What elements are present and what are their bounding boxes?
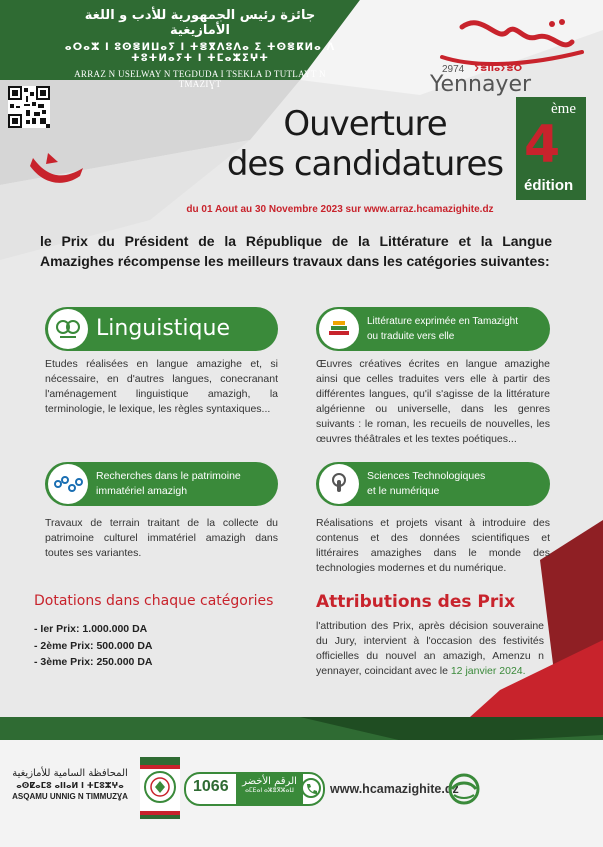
category-litterature-description: Œuvres créatives écrites en langue amazighe ainsi que celles traduites vers elle à partir des différentes langues, qu'il s'agisse de la littérature algérienne ou universelle, dans les genres suivants : le roman, les recueils de nouvelles, les œuvres théâtrales et les textes poétiques... bbox=[316, 358, 550, 445]
category-recherches-title-line2: immatériel amazigh bbox=[96, 485, 188, 497]
yennayer-graphic-icon bbox=[402, 12, 592, 72]
linguistics-icon bbox=[48, 309, 88, 349]
phone-icon bbox=[301, 778, 321, 798]
headline-line2: des candidatures bbox=[226, 144, 504, 184]
attributions-date: 12 janvier 2024. bbox=[450, 665, 526, 677]
header-titles bbox=[60, 8, 340, 89]
category-recherches-title-line1: Recherches dans le patrimoine bbox=[96, 470, 241, 482]
phone-label-block bbox=[236, 774, 303, 804]
attributions-text-block bbox=[316, 619, 544, 679]
page-headline bbox=[210, 104, 520, 184]
prize-third: - 3ème Prix: 250.000 DA bbox=[34, 656, 153, 668]
footer-org-arabic: المحافظة السامية للأمازيغية bbox=[12, 768, 128, 779]
edition-badge bbox=[516, 97, 586, 200]
dotations-title: Dotations dans chaque catégories bbox=[34, 593, 274, 609]
category-linguistique-title: Linguistique bbox=[96, 316, 230, 341]
prize-first: - Ier Prix: 1.000.000 DA bbox=[34, 623, 148, 635]
header-latin-title: ARRAZ N USELWAY N TEGDUDA I TSEKLA D TUTLAYT N TMAZIƔT bbox=[74, 69, 326, 89]
logo-year: 2974 bbox=[442, 64, 465, 75]
footer-org-block bbox=[10, 768, 130, 801]
phone-label-tifinagh: ⴰⵎⴹⴰⵏ ⴰⵣⴻⴳⵣⴰⵡ bbox=[245, 787, 294, 794]
edition-label: édition bbox=[524, 177, 574, 194]
category-sciences-description: Réalisations et projets visant à introduire des contenus et des données scientifiques et littéraires amazighes dans le monde des technologies modernes et du numérique. bbox=[316, 517, 550, 574]
category-linguistique-description: Etudes réalisées en langue amazighe et, si nécessaire, en d'autres langues, conecranant l'aménagement linguistique amazigh, la terminologie, le lexique, les règles syntaxiques... bbox=[45, 358, 278, 415]
category-recherches-description: Travaux de terrain traitant de la collecte du patrimoine culturel immatériel amazigh dans toutes ses variantes. bbox=[45, 517, 278, 559]
category-litterature-title-line1: Littérature exprimée en Tamazight bbox=[367, 316, 519, 327]
category-sciences-title-line2: et le numérique bbox=[367, 485, 440, 497]
green-number-badge[interactable] bbox=[184, 772, 325, 806]
header-tifinagh-title: ⴰⵔⴰⵣ ⵏ ⵓⵙⴻⵍⵡⴰⵢ ⵏ ⵜⴻⴳⴷⵓⴷⴰ ⵉ ⵜⵙⴻⴽⵍⴰ ⴷ ⵜⵓⵜⵍⴰⵢⵜ ⵏ ⵜⵎⴰⵣⵉⵖⵜ bbox=[64, 42, 336, 64]
application-dates: du 01 Aout au 30 Novembre 2023 sur www.arraz.hcamazighite.dz bbox=[186, 204, 494, 215]
header-arabic-title: جائزة رئيس الجمهورية للأدب و اللغة الأمازيغية bbox=[84, 8, 316, 38]
touch-icon bbox=[319, 464, 359, 504]
footer-org-tifinagh: ⴰⵙⵇⴰⵎⵓ ⴰⵏⵏⴰⵍ ⵏ ⵜⵎⵓⵣⵖⴰ bbox=[16, 781, 124, 790]
logo-tifinagh: ⵢⴻⵏⵏⴰⵢⴻⵔ bbox=[474, 64, 523, 74]
footer-org-latin: ASQAMU UNNIG N TIMMUZƔA bbox=[12, 792, 128, 801]
intro-text: le Prix du Président de la République de la Littérature et la Langue Amazighes récompense les meilleurs travaux dans les catégories suivantes: bbox=[40, 233, 552, 269]
prize-list bbox=[34, 621, 152, 671]
edition-superscript: ème bbox=[551, 101, 576, 117]
category-recherches-pill bbox=[45, 462, 278, 506]
headline-line1: Ouverture bbox=[283, 104, 447, 144]
qr-code[interactable] bbox=[8, 86, 50, 128]
attributions-text: l'attribution des Prix, après décision souveraine du Jury, intervient à l'occasion des festivités officielles du nouvel an amazigh, Amenzu n yennayer, coincidant avec le bbox=[316, 620, 544, 677]
footer-website[interactable]: www.hcamazighite.dz bbox=[330, 782, 459, 796]
heritage-icon bbox=[48, 464, 88, 504]
category-litterature-pill bbox=[316, 307, 550, 351]
hca-globe-icon bbox=[448, 773, 480, 805]
category-litterature-title-line2: ou traduite vers elle bbox=[367, 331, 455, 342]
category-linguistique-pill bbox=[45, 307, 278, 351]
books-icon bbox=[319, 309, 359, 349]
phone-number: 1066 bbox=[193, 778, 229, 795]
category-sciences-title-line1: Sciences Technologiques bbox=[367, 470, 486, 482]
phone-label-arabic: الرقم الأخضر bbox=[242, 776, 297, 787]
red-swoosh-icon bbox=[28, 148, 88, 188]
yennayer-logo bbox=[402, 12, 592, 97]
category-sciences-pill bbox=[316, 462, 550, 506]
state-emblem-icon bbox=[143, 770, 177, 804]
attributions-title: Attributions des Prix bbox=[316, 592, 516, 612]
edition-number: 4 bbox=[524, 115, 561, 175]
logo-latin: Yennayer bbox=[430, 72, 532, 97]
prize-second: - 2ème Prix: 500.000 DA bbox=[34, 639, 153, 652]
